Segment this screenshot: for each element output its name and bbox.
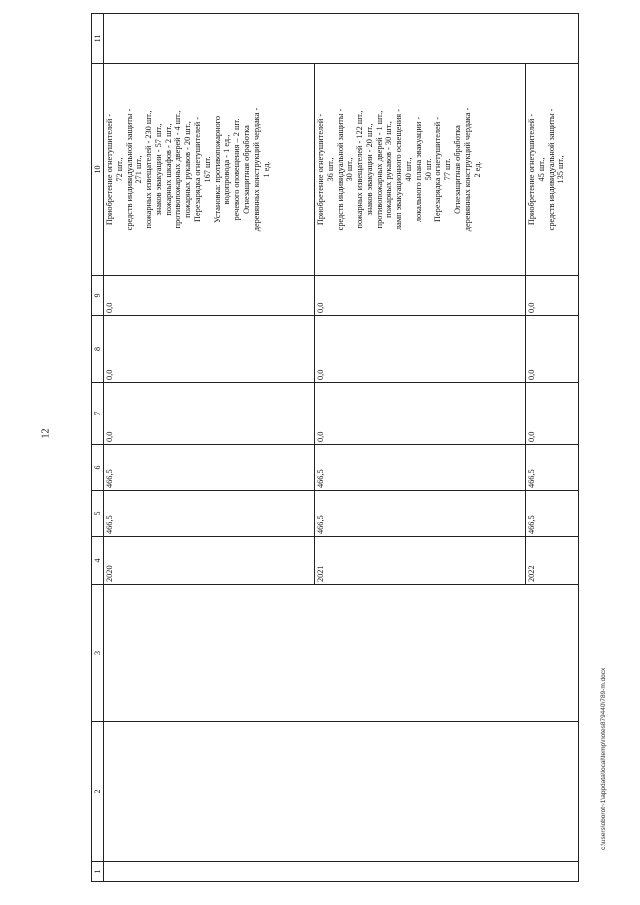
- measure-line: знаков эвакуации - 20 шт.,: [364, 123, 374, 216]
- measure-line: 36 шт.,: [325, 157, 335, 182]
- value-cell-7: 0,0: [104, 383, 315, 445]
- measure-line: деревянных конструкций чердака -: [251, 107, 261, 232]
- measure-line: средств индивидуальной защиты -: [124, 108, 134, 231]
- measure-line: 167 шт.: [202, 156, 212, 183]
- col-header-4: 4: [92, 537, 104, 585]
- measure-line: средств индивидуальной защиты -: [546, 108, 556, 231]
- col-header-5: 5: [92, 491, 104, 537]
- value-cell-7: 0,0: [526, 383, 579, 445]
- measure-line: пожарных извещателей - 230 шт.,: [144, 110, 154, 229]
- col-header-2: 2: [92, 722, 104, 862]
- year-cell: 2022: [526, 537, 579, 585]
- year-cell: 2020: [104, 537, 315, 585]
- merged-col-1: [104, 862, 579, 882]
- value-cell-9: 0,0: [315, 276, 526, 316]
- col-header-1: 1: [92, 862, 104, 882]
- col-header-3: 3: [92, 585, 104, 722]
- measure-line: пожарных извещателей - 122 шт.,: [355, 110, 365, 229]
- value-cell-8: 0,0: [526, 316, 579, 383]
- measure-line: пожарных шкафов - 2 шт.,: [163, 123, 173, 216]
- landscape-sheet: [91, 14, 577, 882]
- measure-line: ламп эвакуационного освещения -: [394, 109, 404, 230]
- value-cell-5: 466,5: [526, 491, 579, 537]
- value-cell-7: 0,0: [315, 383, 526, 445]
- year-cell: 2021: [315, 537, 526, 585]
- measure-line: Перезарядка огнетушителей -: [433, 117, 443, 222]
- col-header-11: 11: [92, 14, 104, 64]
- measure-line: деревянных конструкций чердака -: [462, 107, 472, 232]
- measure-line: пожарных рукавов - 30 шт.,: [384, 121, 394, 218]
- measure-line: 40 шт.,: [404, 157, 414, 182]
- measure-line: Установка: противопожарного: [212, 115, 222, 224]
- value-cell-5: 466,5: [104, 491, 315, 537]
- measures-table: [91, 13, 579, 882]
- col-header-10: 10: [92, 64, 104, 276]
- table-row: [104, 14, 315, 882]
- measures-cell: [526, 64, 579, 276]
- measure-line: водопровода - 1 ед.,: [222, 134, 232, 205]
- merged-col-11: [104, 14, 579, 64]
- measure-line: Огнезащитная обработка: [241, 125, 251, 214]
- measure-line: 30 шт.,: [345, 157, 355, 182]
- value-cell-9: 0,0: [104, 276, 315, 316]
- file-path-text: c:\users\oborot~1\appdata\local\temp\notes879440\789-m.docx: [600, 667, 607, 850]
- measure-line: локального плана эвакуации -: [413, 116, 423, 223]
- measures-cell: [104, 64, 315, 276]
- value-cell-6: 466,5: [104, 445, 315, 491]
- measures-cell: [315, 64, 526, 276]
- measure-line: 77 шт.: [443, 158, 453, 181]
- measure-line: знаков эвакуации - 57 шт.,: [153, 123, 163, 216]
- measure-line: 2 ед.: [472, 161, 482, 178]
- value-cell-5: 466,5: [315, 491, 526, 537]
- measure-line: 135 шт.,: [556, 155, 566, 184]
- value-cell-6: 466,5: [315, 445, 526, 491]
- measure-line: средств индивидуальной защиты -: [335, 108, 345, 231]
- measure-line: противопожарных дверей - 1 шт.,: [374, 110, 384, 229]
- merged-col-2: [104, 722, 579, 862]
- measure-line: Приобретение огнетушителей -: [105, 113, 114, 226]
- file-path-footer: [600, 420, 614, 850]
- page-number: 12: [40, 428, 52, 439]
- measure-line: Приобретение огнетушителей -: [527, 113, 536, 226]
- value-cell-9: 0,0: [526, 276, 579, 316]
- measure-line: 1 ед.: [261, 161, 271, 178]
- measure-line: пожарных рукавов - 20 шт.,: [183, 121, 193, 218]
- column-number-row: [92, 14, 104, 882]
- col-header-7: 7: [92, 383, 104, 445]
- col-header-8: 8: [92, 316, 104, 383]
- measure-line: Приобретение огнетушителей -: [316, 113, 325, 226]
- measure-line: 45 шт.,: [536, 157, 546, 182]
- value-cell-8: 0,0: [104, 316, 315, 383]
- measure-line: 50 шт.: [423, 158, 433, 181]
- measure-line: 72 шт.,: [114, 157, 124, 182]
- value-cell-6: 466,5: [526, 445, 579, 491]
- rotated-table-frame: [91, 14, 577, 882]
- measure-line: Перезарядка огнетушителей -: [193, 117, 203, 222]
- measure-line: противопожарных дверей - 4 шт.,: [173, 110, 183, 229]
- merged-col-3: [104, 585, 579, 722]
- col-header-6: 6: [92, 445, 104, 491]
- measure-line: Огнезащитная обработка: [452, 125, 462, 214]
- measure-line: 271 шт.,: [134, 155, 144, 184]
- measure-line: речевого оповещения – 2 шт.: [232, 118, 242, 221]
- col-header-9: 9: [92, 276, 104, 316]
- value-cell-8: 0,0: [315, 316, 526, 383]
